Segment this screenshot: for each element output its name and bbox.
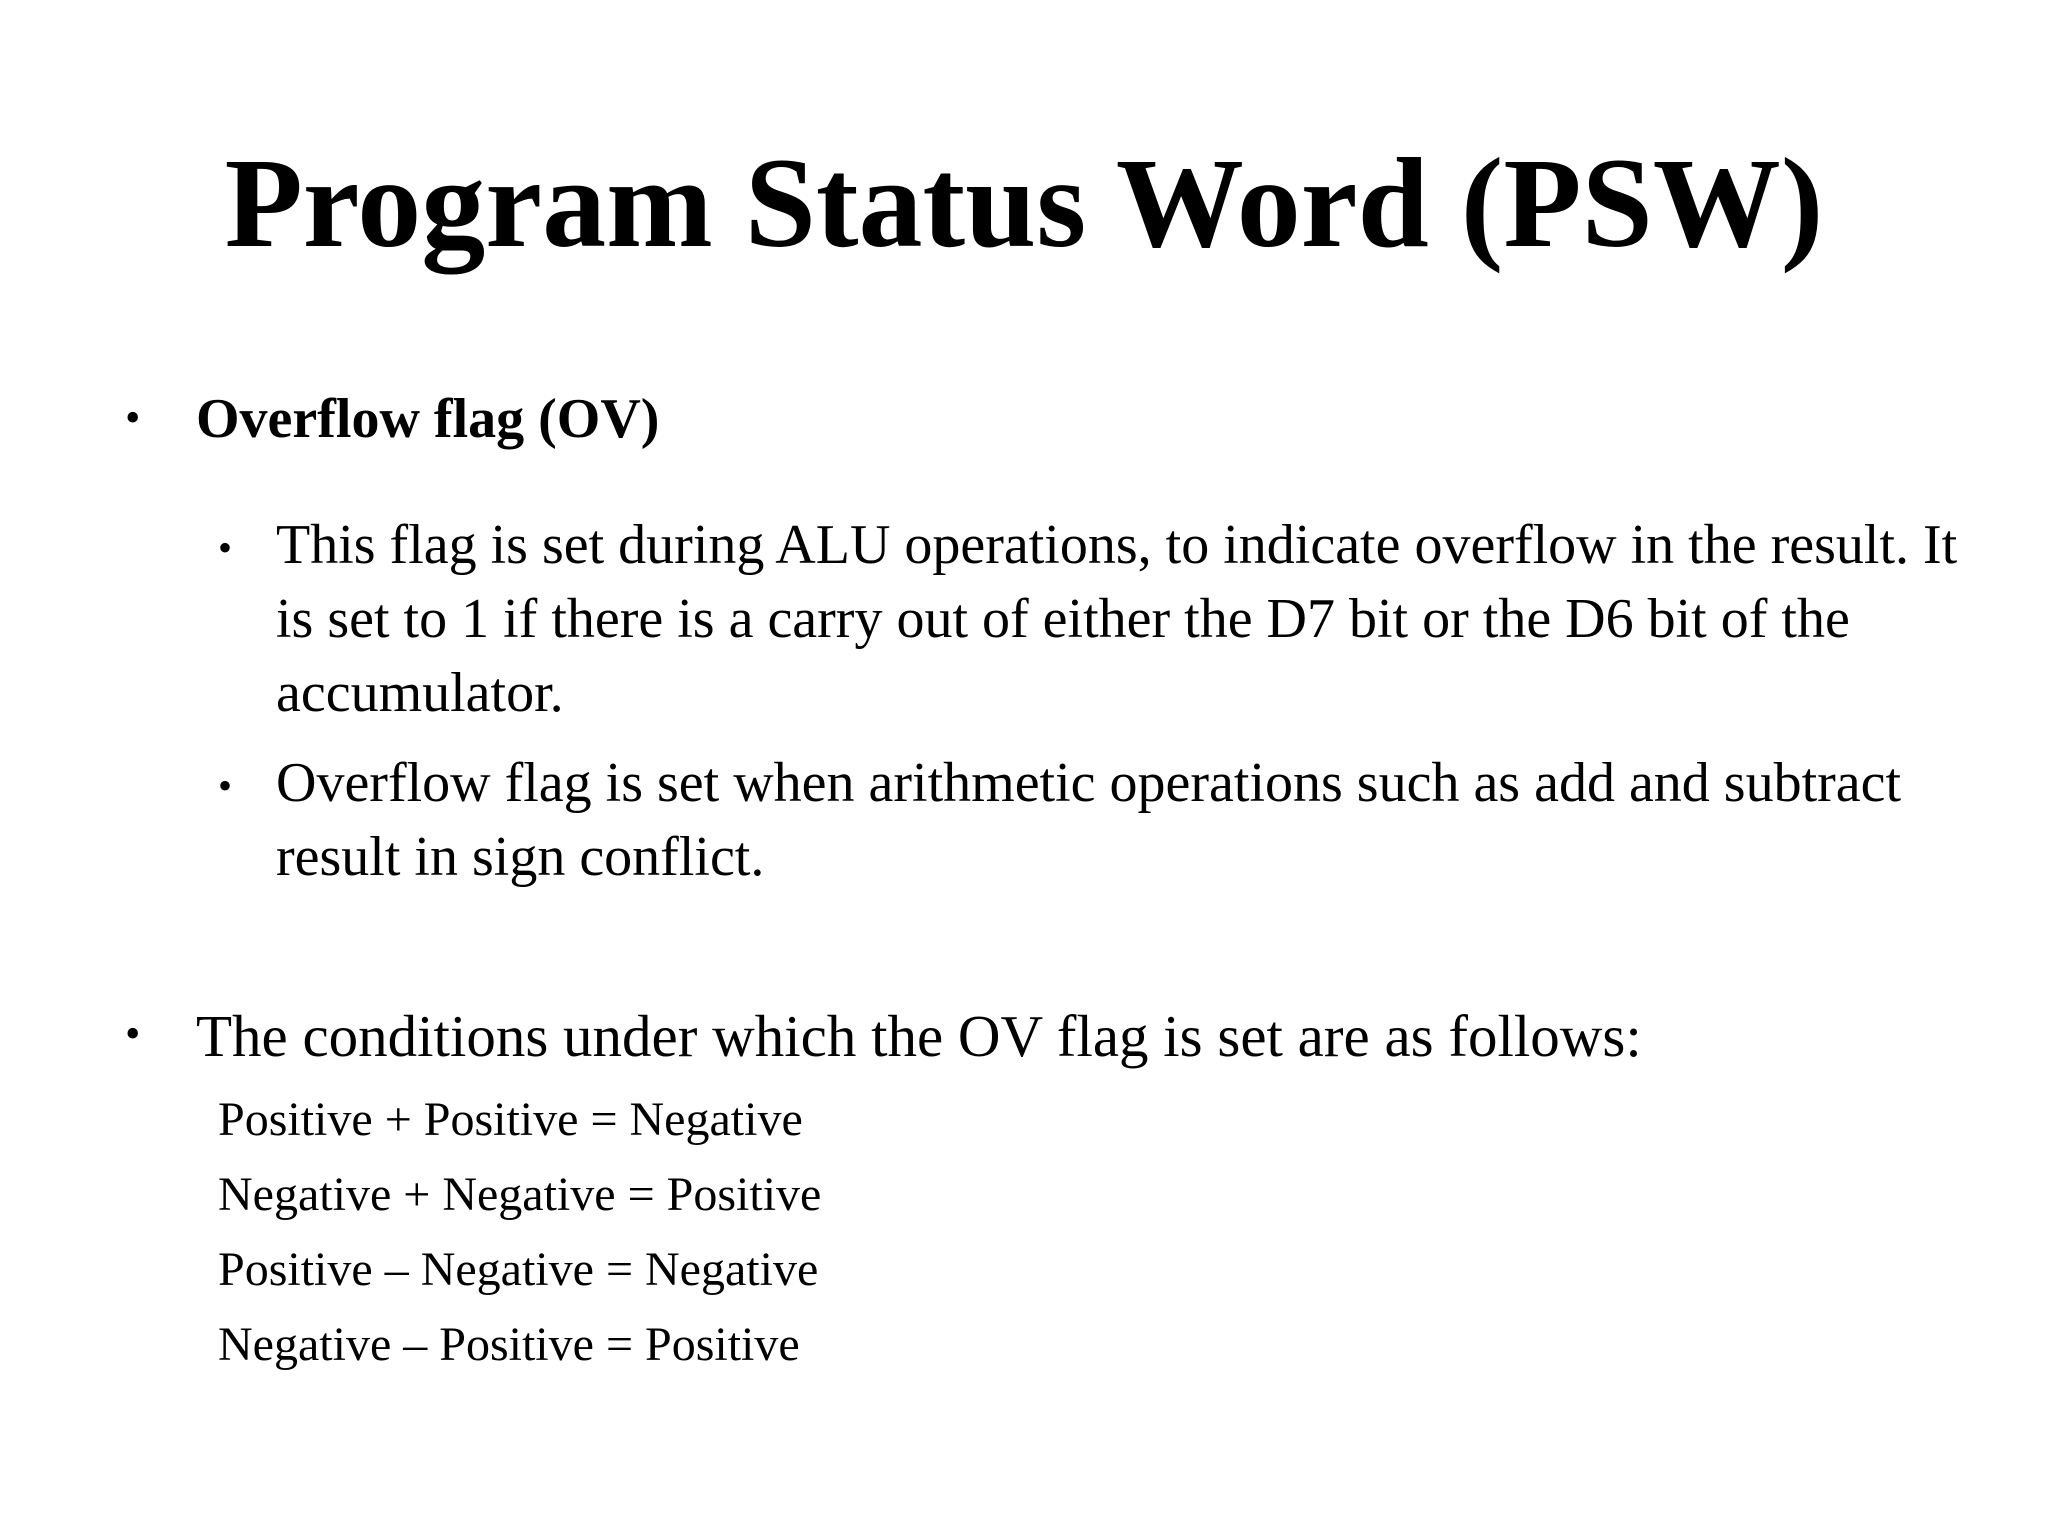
slide-title: Program Status Word (PSW)	[224, 132, 1824, 274]
condition-item: Negative + Negative = Positive	[218, 1168, 822, 1221]
bullet-dot: •	[125, 1009, 141, 1058]
section-heading: Overflow flag (OV)	[196, 388, 660, 450]
sub-point-2: Overflow flag is set when arithmetic operations such as add and subtract result in sign conflict.	[276, 752, 1902, 888]
bullet-dot: •	[125, 393, 141, 442]
sub-bullet-dot: •	[218, 763, 233, 808]
conditions-intro: The conditions under which the OV flag is set are as follows:	[196, 1003, 1642, 1069]
conditions-list	[218, 1082, 821, 1382]
condition-item: Positive – Negative = Negative	[218, 1243, 819, 1296]
condition-item: Positive + Positive = Negative	[218, 1093, 803, 1146]
sub-bullet-dot: •	[218, 525, 233, 570]
sub-point-1: This flag is set during ALU operations, to indicate overflow in the result. It is set to 1 if there is a carry out of either the D7 bit or the D6 bit of the accumulator.	[276, 514, 1958, 724]
condition-item: Negative – Positive = Positive	[218, 1318, 800, 1371]
